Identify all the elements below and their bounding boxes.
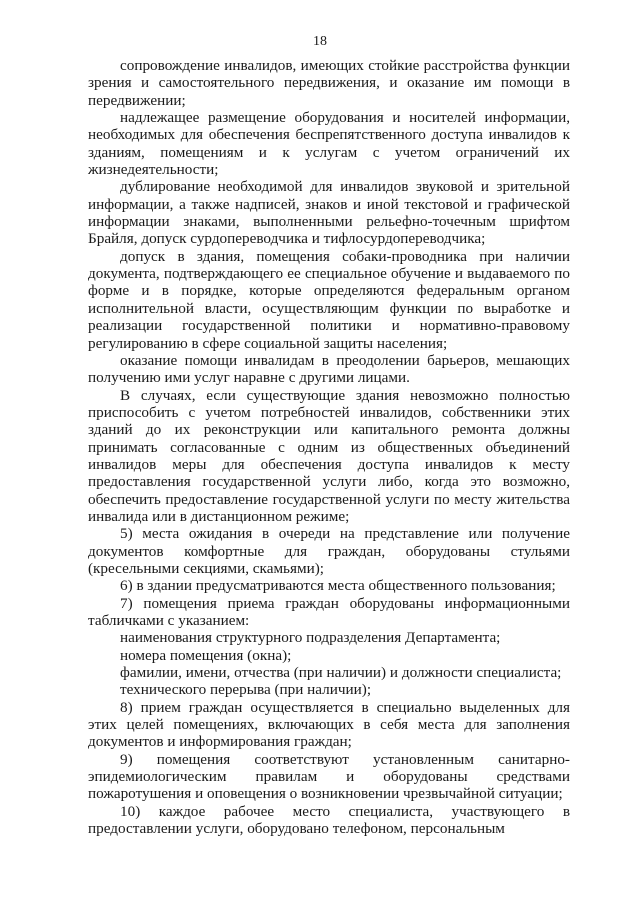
paragraph: 6) в здании предусматриваются места общественного пользования; [120,577,556,595]
paragraph: 10) каждое рабочее место специалиста, участвующего в предоставлении услуги, оборудовано телефоном, персональным [88,802,570,838]
paragraph: дублирование необходимой для инвалидов звуковой и зрительной информации, а также надписей, знаков и иной текстовой и графической информации знаками, выполненными рельефно-точечным шрифтом Брайля, допуск сурдопереводчика и тифлосурдопереводчика; [88,178,570,248]
paragraph: оказание помощи инвалидам в преодолении барьеров, мешающих получению ими услуг наравне с другими лицами. [88,351,570,387]
paragraph: номера помещения (окна); [120,646,292,664]
paragraph: допуск в здания, помещения собаки-проводника при наличии документа, подтверждающего ее специальное обучение и выдаваемого по форме и в порядке, которые определяются федеральным органом исполнительной власти, осуществляющим функции по выработке и реализации государственной политики и нормативно-правовому регулированию в сфере социальной защиты населения; [88,247,570,352]
page-number: 18 [313,34,327,49]
paragraph: наименования структурного подразделения Департамента; [120,629,501,647]
paragraph: В случаях, если существующие здания невозможно полностью приспособить с учетом потребностей инвалидов, собственники этих зданий до их реконструкции или капитального ремонта должны принимать согласованные с одним из общественных объединений инвалидов меры для обеспечения доступа инвалидов к месту предоставления государственной услуги либо, когда это возможно, обеспечить предоставление государственной услуги по месту жительства инвалида или в дистанционном режиме; [88,386,570,525]
paragraph: надлежащее размещение оборудования и носителей информации, необходимых для обеспечения беспрепятственного доступа инвалидов к зданиям, помещениям и к услугам с учетом ограничений их жизнедеятельности; [88,109,570,179]
document-body [88,57,570,837]
paragraph: фамилии, имени, отчества (при наличии) и должности специалиста; [120,664,562,682]
paragraph: 8) прием граждан осуществляется в специально выделенных для этих целей помещениях, включающих в себя места для заполнения документов и информирования граждан; [88,698,570,751]
paragraph: 5) места ожидания в очереди на представление или получение документов комфортные для граждан, оборудованы стульями (кресельными секциями, скамьями); [88,525,570,577]
paragraph: 7) помещения приема граждан оборудованы информационными табличками с указанием: [88,594,570,629]
paragraph: 9) помещения соответствуют установленным санитарно-эпидемиологическим правилам и оборудованы средствами пожаротушения и оповещения о возникновении чрезвычайной ситуации; [88,750,570,803]
paragraph: сопровождение инвалидов, имеющих стойкие расстройства функции зрения и самостоятельного передвижения, и оказание им помощи в передвижении; [88,57,570,109]
paragraph: технического перерыва (при наличии); [120,681,372,699]
